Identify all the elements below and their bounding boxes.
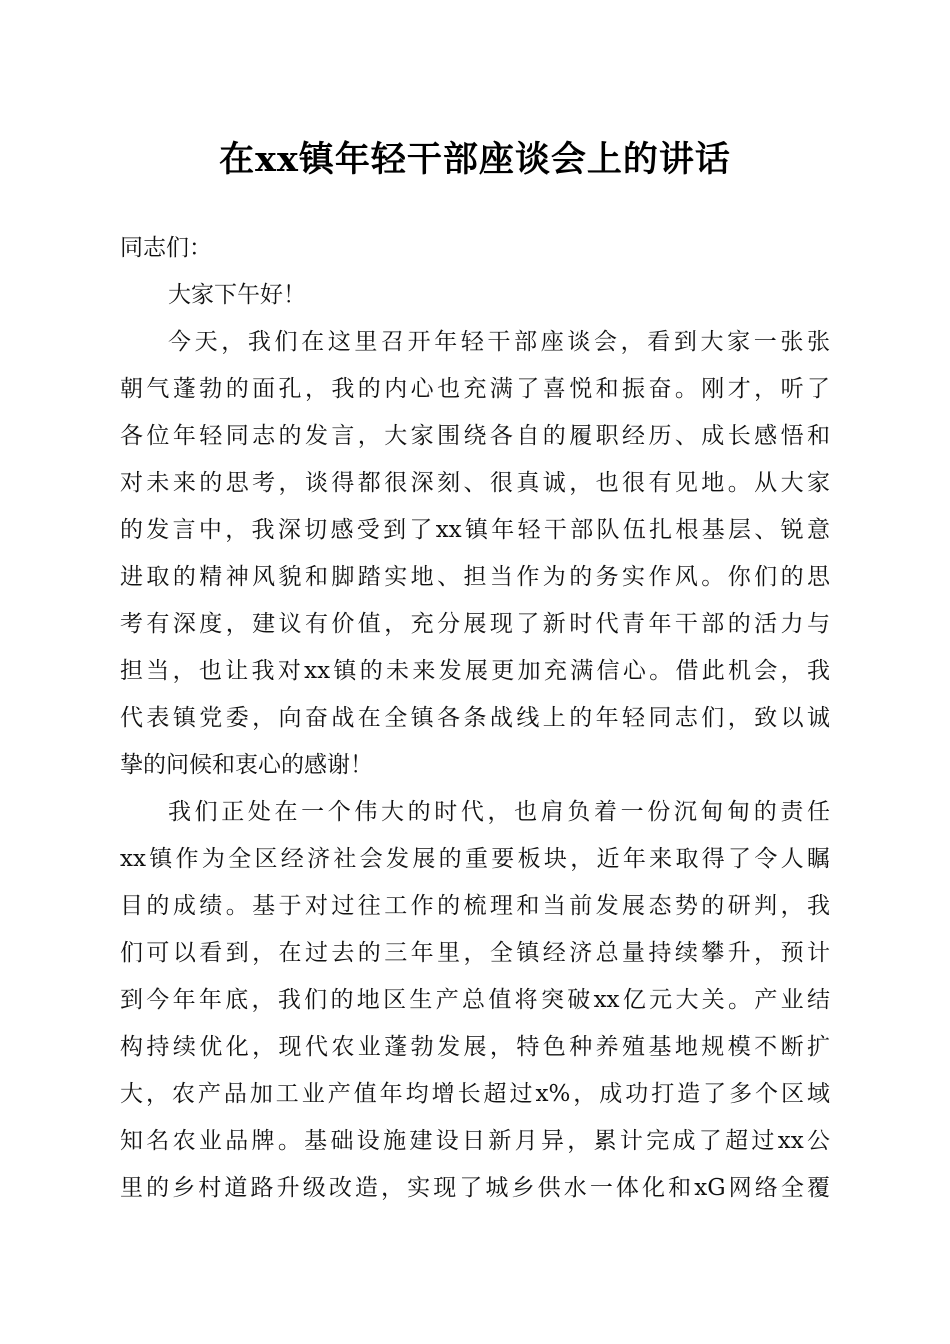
paragraph-2-line: 知名农业品牌。基础设施建设日新月异，累计完成了超过xx公 <box>120 1128 830 1154</box>
paragraph-1-line: 进取的精神风貌和脚踏实地、担当作为的务实作风。你们的思 <box>120 564 830 590</box>
salutation-line: 同志们： <box>120 235 212 261</box>
paragraph-2-line: xx镇作为全区经济社会发展的重要板块，近年来取得了令人瞩 <box>120 846 830 872</box>
paragraph-2-line: 目的成绩。基于对过往工作的梳理和当前发展态势的研判，我 <box>120 893 830 919</box>
paragraph-1-line: 各位年轻同志的发言，大家围绕各自的履职经历、成长感悟和 <box>120 423 830 449</box>
paragraph-1-line: 对未来的思考，谈得都很深刻、很真诚，也很有见地。从大家 <box>120 470 830 496</box>
paragraph-2-line: 构持续优化，现代农业蓬勃发展，特色种养殖基地规模不断扩 <box>120 1034 830 1060</box>
paragraph-2-line: 们可以看到，在过去的三年里，全镇经济总量持续攀升，预计 <box>120 940 830 966</box>
paragraph-1-line: 考有深度，建议有价值，充分展现了新时代青年干部的活力与 <box>120 611 830 637</box>
document-title: 在xx镇年轻干部座谈会上的讲话 <box>219 139 731 180</box>
paragraph-2-line: 里的乡村道路升级改造，实现了城乡供水一体化和xG网络全覆 <box>120 1175 830 1201</box>
paragraph-2-line: 我们正处在一个伟大的时代，也肩负着一份沉甸甸的责任 <box>168 799 830 825</box>
paragraph-1-line: 今天，我们在这里召开年轻干部座谈会，看到大家一张张 <box>168 329 830 355</box>
greeting-line: 大家下午好！ <box>168 282 306 308</box>
paragraph-1-line: 担当，也让我对xx镇的未来发展更加充满信心。借此机会，我 <box>120 658 830 684</box>
paragraph-1-line: 代表镇党委，向奋战在全镇各条战线上的年轻同志们，致以诚 <box>120 705 830 731</box>
paragraph-2-line: 大，农产品加工业产值年均增长超过x%，成功打造了多个区域 <box>120 1081 830 1107</box>
paragraph-2-line: 到今年年底，我们的地区生产总值将突破xx亿元大关。产业结 <box>120 987 830 1013</box>
paragraph-1-line: 朝气蓬勃的面孔，我的内心也充满了喜悦和振奋。刚才，听了 <box>120 376 830 402</box>
document-body <box>120 225 830 1212</box>
paragraph-1-line: 的发言中，我深切感受到了xx镇年轻干部队伍扎根基层、锐意 <box>120 517 830 543</box>
paragraph-1-line: 挚的问候和衷心的感谢！ <box>120 752 373 778</box>
